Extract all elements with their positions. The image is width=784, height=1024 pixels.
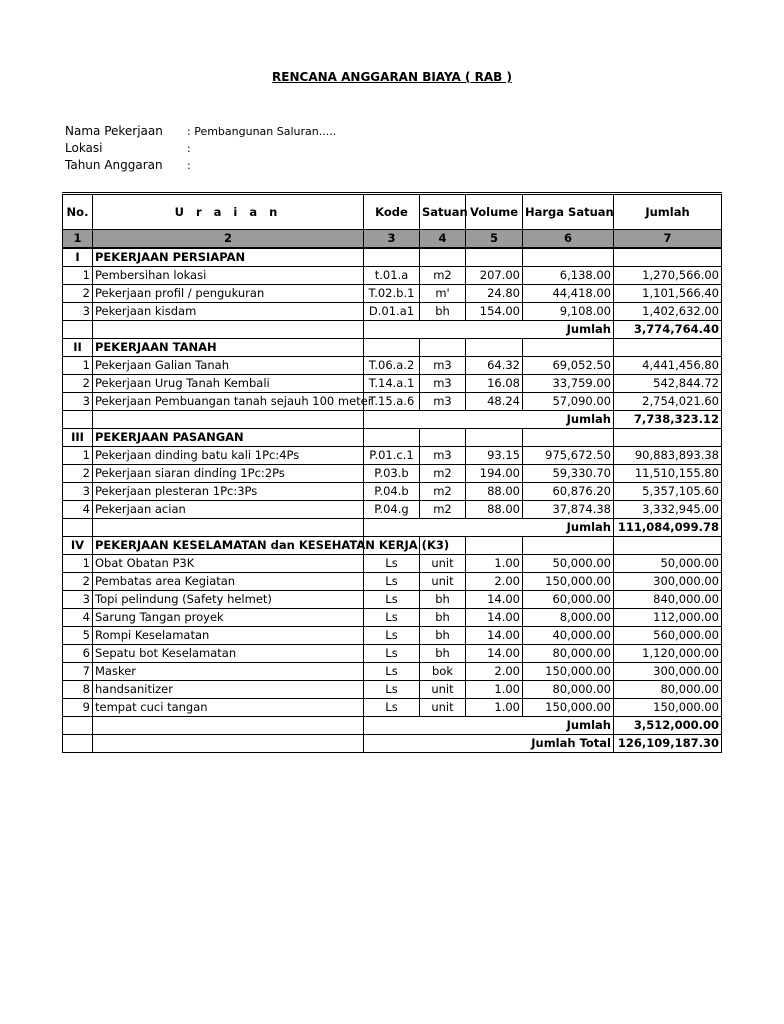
item-unit: bh (420, 609, 466, 627)
item-volume: 2.00 (466, 663, 523, 681)
subtotal-value: 7,738,323.12 (614, 411, 722, 429)
table-row (63, 267, 722, 285)
item-volume: 1.00 (466, 699, 523, 717)
item-unit: bh (420, 303, 466, 321)
item-description: Pekerjaan Urug Tanah Kembali (93, 375, 364, 393)
item-unit: bh (420, 627, 466, 645)
item-volume: 48.24 (466, 393, 523, 411)
item-unit: m2 (420, 267, 466, 285)
item-volume: 64.32 (466, 357, 523, 375)
section-number: II (63, 339, 93, 357)
grand-total-label: Jumlah Total (364, 735, 614, 753)
item-unit-price: 6,138.00 (523, 267, 614, 285)
table-row (63, 681, 722, 699)
item-code: T.15.a.6 (364, 393, 420, 411)
item-code: T.14.a.1 (364, 375, 420, 393)
item-unit: bh (420, 645, 466, 663)
empty-cell (93, 411, 364, 429)
item-total: 1,270,566.00 (614, 267, 722, 285)
item-code: Ls (364, 681, 420, 699)
item-total: 5,357,105.60 (614, 483, 722, 501)
item-volume: 24.80 (466, 285, 523, 303)
item-volume: 14.00 (466, 609, 523, 627)
item-total: 560,000.00 (614, 627, 722, 645)
item-unit: unit (420, 555, 466, 573)
grand-total-row (63, 735, 722, 753)
item-description: Masker (93, 663, 364, 681)
empty-cell (93, 321, 364, 339)
empty-cell (523, 429, 614, 447)
item-unit-price: 59,330.70 (523, 465, 614, 483)
info-value: : Pembangunan Saluran..... (187, 125, 337, 138)
item-code: Ls (364, 591, 420, 609)
item-total: 11,510,155.80 (614, 465, 722, 483)
item-description: Obat Obatan P3K (93, 555, 364, 573)
empty-cell (614, 339, 722, 357)
header-uraian: U r a i a n (93, 194, 364, 230)
section-header-row (63, 339, 722, 357)
table-row (63, 465, 722, 483)
item-total: 150,000.00 (614, 699, 722, 717)
item-volume: 14.00 (466, 627, 523, 645)
item-number: 8 (63, 681, 93, 699)
column-number: 7 (614, 230, 722, 249)
item-code: D.01.a1 (364, 303, 420, 321)
column-number: 1 (63, 230, 93, 249)
item-unit-price: 80,000.00 (523, 645, 614, 663)
item-code: Ls (364, 573, 420, 591)
table-row (63, 627, 722, 645)
item-number: 5 (63, 627, 93, 645)
header-volume: Volume (466, 194, 523, 230)
item-description: Pekerjaan Pembuangan tanah sejauh 100 meter (93, 393, 364, 411)
item-number: 6 (63, 645, 93, 663)
subtotal-label: Jumlah (364, 519, 614, 537)
item-volume: 2.00 (466, 573, 523, 591)
empty-cell (466, 248, 523, 267)
item-unit-price: 80,000.00 (523, 681, 614, 699)
item-volume: 88.00 (466, 501, 523, 519)
item-description: Pekerjaan Galian Tanah (93, 357, 364, 375)
item-unit-price: 33,759.00 (523, 375, 614, 393)
subtotal-row (63, 519, 722, 537)
section-title: PEKERJAAN KESELAMATAN dan KESEHATAN KERJA (K3) (93, 537, 364, 555)
item-description: Pekerjaan dinding batu kali 1Pc:4Ps (93, 447, 364, 465)
item-description: Pekerjaan profil / pengukuran (93, 285, 364, 303)
item-description: Pekerjaan acian (93, 501, 364, 519)
item-volume: 16.08 (466, 375, 523, 393)
subtotal-row (63, 717, 722, 735)
table-row (63, 357, 722, 375)
document-title: RENCANA ANGGARAN BIAYA ( RAB ) (272, 70, 512, 84)
table-row (63, 447, 722, 465)
item-unit: m2 (420, 501, 466, 519)
rab-table (62, 192, 722, 753)
item-description: handsanitizer (93, 681, 364, 699)
rab-table-body (63, 248, 722, 753)
empty-cell (420, 429, 466, 447)
item-unit: bok (420, 663, 466, 681)
section-header-row (63, 537, 722, 555)
item-volume: 1.00 (466, 555, 523, 573)
item-number: 3 (63, 303, 93, 321)
item-total: 840,000.00 (614, 591, 722, 609)
section-number: I (63, 248, 93, 267)
item-code: P.04.g (364, 501, 420, 519)
item-number: 2 (63, 465, 93, 483)
item-number: 7 (63, 663, 93, 681)
item-total: 2,754,021.60 (614, 393, 722, 411)
header-satuan: Satuan (420, 194, 466, 230)
info-label: Nama Pekerjaan (65, 124, 163, 138)
item-number: 1 (63, 447, 93, 465)
empty-cell (523, 339, 614, 357)
table-row (63, 285, 722, 303)
item-number: 3 (63, 591, 93, 609)
item-volume: 207.00 (466, 267, 523, 285)
item-code: T.02.b.1 (364, 285, 420, 303)
item-total: 112,000.00 (614, 609, 722, 627)
item-code: Ls (364, 627, 420, 645)
info-value: : (187, 159, 191, 172)
info-row-tahun-anggaran (65, 158, 191, 172)
item-description: Pembersihan lokasi (93, 267, 364, 285)
item-unit-price: 37,874.38 (523, 501, 614, 519)
empty-cell (63, 321, 93, 339)
item-unit-price: 9,108.00 (523, 303, 614, 321)
item-unit: bh (420, 591, 466, 609)
item-number: 1 (63, 267, 93, 285)
table-row (63, 591, 722, 609)
empty-cell (63, 717, 93, 735)
empty-cell (364, 339, 420, 357)
info-row-lokasi (65, 141, 191, 155)
item-volume: 88.00 (466, 483, 523, 501)
info-label: Tahun Anggaran (65, 158, 163, 172)
section-title: PEKERJAAN PASANGAN (93, 429, 364, 447)
header-no: No. (63, 194, 93, 230)
item-unit-price: 69,052.50 (523, 357, 614, 375)
item-total: 542,844.72 (614, 375, 722, 393)
item-total: 3,332,945.00 (614, 501, 722, 519)
item-number: 1 (63, 555, 93, 573)
info-row-nama-pekerjaan (65, 124, 336, 138)
header-row (63, 194, 722, 230)
item-number: 1 (63, 357, 93, 375)
empty-cell (614, 248, 722, 267)
item-total: 4,441,456.80 (614, 357, 722, 375)
subtotal-value: 111,084,099.78 (614, 519, 722, 537)
item-unit: m3 (420, 393, 466, 411)
empty-cell (466, 537, 523, 555)
section-number: IV (63, 537, 93, 555)
item-unit-price: 57,090.00 (523, 393, 614, 411)
item-description: Pembatas area Kegiatan (93, 573, 364, 591)
item-code: Ls (364, 645, 420, 663)
item-code: P.01.c.1 (364, 447, 420, 465)
subtotal-label: Jumlah (364, 717, 614, 735)
item-code: Ls (364, 699, 420, 717)
grand-total-value: 126,109,187.30 (614, 735, 722, 753)
item-number: 9 (63, 699, 93, 717)
item-unit: unit (420, 681, 466, 699)
item-unit-price: 60,876.20 (523, 483, 614, 501)
table-row (63, 699, 722, 717)
table-row (63, 303, 722, 321)
item-code: P.03.b (364, 465, 420, 483)
subtotal-row (63, 321, 722, 339)
item-unit: m3 (420, 375, 466, 393)
item-description: Topi pelindung (Safety helmet) (93, 591, 364, 609)
item-total: 300,000.00 (614, 573, 722, 591)
table-row (63, 393, 722, 411)
item-unit-price: 150,000.00 (523, 663, 614, 681)
empty-cell (523, 537, 614, 555)
empty-cell (63, 519, 93, 537)
empty-cell (420, 248, 466, 267)
item-total: 80,000.00 (614, 681, 722, 699)
empty-cell (614, 429, 722, 447)
empty-cell (63, 411, 93, 429)
item-unit-price: 50,000.00 (523, 555, 614, 573)
item-description: Pekerjaan siaran dinding 1Pc:2Ps (93, 465, 364, 483)
subtotal-label: Jumlah (364, 411, 614, 429)
header-jumlah: Jumlah (614, 194, 722, 230)
item-code: Ls (364, 555, 420, 573)
item-number: 4 (63, 501, 93, 519)
item-code: t.01.a (364, 267, 420, 285)
item-code: Ls (364, 663, 420, 681)
subtotal-label: Jumlah (364, 321, 614, 339)
item-unit-price: 8,000.00 (523, 609, 614, 627)
item-total: 300,000.00 (614, 663, 722, 681)
item-total: 50,000.00 (614, 555, 722, 573)
item-total: 1,101,566.40 (614, 285, 722, 303)
info-value: : (187, 142, 191, 155)
info-label: Lokasi (65, 141, 103, 155)
table-row (63, 609, 722, 627)
item-number: 2 (63, 573, 93, 591)
item-unit: m2 (420, 483, 466, 501)
item-unit: m3 (420, 447, 466, 465)
item-unit-price: 40,000.00 (523, 627, 614, 645)
item-code: T.06.a.2 (364, 357, 420, 375)
item-unit-price: 60,000.00 (523, 591, 614, 609)
section-title: PEKERJAAN TANAH (93, 339, 364, 357)
column-number: 6 (523, 230, 614, 249)
empty-cell (614, 537, 722, 555)
empty-cell (420, 339, 466, 357)
empty-cell (523, 248, 614, 267)
item-code: Ls (364, 609, 420, 627)
column-number: 4 (420, 230, 466, 249)
table-row (63, 663, 722, 681)
item-unit-price: 150,000.00 (523, 699, 614, 717)
header-kode: Kode (364, 194, 420, 230)
empty-cell (93, 519, 364, 537)
table-row (63, 501, 722, 519)
column-number: 2 (93, 230, 364, 249)
empty-cell (364, 248, 420, 267)
column-number: 3 (364, 230, 420, 249)
table-row (63, 573, 722, 591)
empty-cell (466, 339, 523, 357)
empty-cell (63, 735, 93, 753)
item-unit: m3 (420, 357, 466, 375)
subtotal-row (63, 411, 722, 429)
item-volume: 194.00 (466, 465, 523, 483)
item-description: Sarung Tangan proyek (93, 609, 364, 627)
item-total: 90,883,893.38 (614, 447, 722, 465)
item-unit: m' (420, 285, 466, 303)
item-unit: unit (420, 573, 466, 591)
item-unit: unit (420, 699, 466, 717)
item-volume: 154.00 (466, 303, 523, 321)
empty-cell (93, 717, 364, 735)
item-description: Pekerjaan kisdam (93, 303, 364, 321)
table-row (63, 645, 722, 663)
item-volume: 14.00 (466, 591, 523, 609)
item-volume: 14.00 (466, 645, 523, 663)
column-number-row (63, 230, 722, 249)
item-number: 3 (63, 393, 93, 411)
item-description: Pekerjaan plesteran 1Pc:3Ps (93, 483, 364, 501)
table-row (63, 483, 722, 501)
section-title: PEKERJAAN PERSIAPAN (93, 248, 364, 267)
item-description: tempat cuci tangan (93, 699, 364, 717)
item-unit-price: 44,418.00 (523, 285, 614, 303)
subtotal-value: 3,774,764.40 (614, 321, 722, 339)
item-total: 1,120,000.00 (614, 645, 722, 663)
empty-cell (364, 429, 420, 447)
item-unit-price: 975,672.50 (523, 447, 614, 465)
item-unit: m2 (420, 465, 466, 483)
item-total: 1,402,632.00 (614, 303, 722, 321)
table-row (63, 375, 722, 393)
section-header-row (63, 248, 722, 267)
item-number: 4 (63, 609, 93, 627)
item-description: Sepatu bot Keselamatan (93, 645, 364, 663)
item-unit-price: 150,000.00 (523, 573, 614, 591)
column-number: 5 (466, 230, 523, 249)
header-harga-satuan: Harga Satuan (523, 194, 614, 230)
section-number: III (63, 429, 93, 447)
empty-cell (93, 735, 364, 753)
item-volume: 93.15 (466, 447, 523, 465)
item-description: Rompi Keselamatan (93, 627, 364, 645)
section-header-row (63, 429, 722, 447)
empty-cell (466, 429, 523, 447)
subtotal-value: 3,512,000.00 (614, 717, 722, 735)
item-volume: 1.00 (466, 681, 523, 699)
item-number: 2 (63, 375, 93, 393)
item-number: 3 (63, 483, 93, 501)
item-code: P.04.b (364, 483, 420, 501)
table-row (63, 555, 722, 573)
item-number: 2 (63, 285, 93, 303)
